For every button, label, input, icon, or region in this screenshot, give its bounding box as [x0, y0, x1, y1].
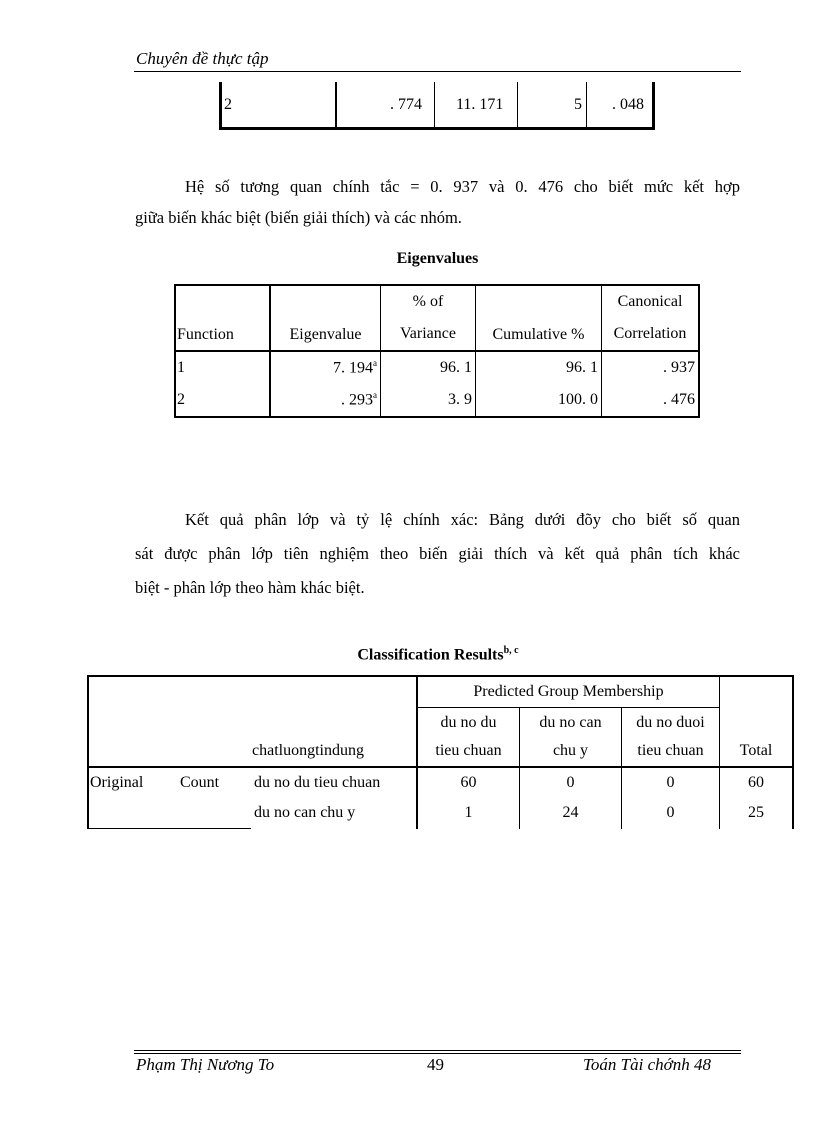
footer-rule: [134, 1050, 741, 1051]
eigenvalue-value: 7. 194: [333, 359, 373, 377]
paragraph-line: giữa biến khác biệt (biến giải thích) và các nhóm.: [135, 208, 462, 227]
footnote-marker: a: [373, 390, 377, 401]
header-canonical-top: Canonical: [602, 285, 700, 318]
row-cumulative: 96. 1: [476, 351, 602, 384]
paragraph-line: sát được phân lớp tiên nghiệm theo biến giải thích và kết quả phân tích khác: [135, 544, 740, 563]
row-stat: [175, 798, 251, 829]
header-col2-bottom: chu y: [552, 742, 589, 759]
table-row: [175, 384, 699, 417]
row-function: 2: [175, 384, 270, 417]
header-variable-cell: [88, 676, 417, 767]
table-row: [88, 798, 793, 829]
eigenvalues-title: Eigenvalues: [396, 250, 479, 267]
header-col1-bottom: tieu chuan: [435, 742, 502, 759]
footer-author: Phạm Thị Nương To: [136, 1055, 275, 1074]
row-v1: 1: [417, 798, 520, 829]
row-total: 60: [720, 767, 794, 798]
row-v2: 24: [520, 798, 622, 829]
header-variance-top: % of: [381, 285, 476, 318]
discriminant-test-table-fragment: [219, 82, 655, 130]
header-function: Function: [175, 285, 270, 351]
header-predicted-group: Predicted Group Membership: [417, 676, 720, 708]
fragment-sig: . 048: [612, 96, 644, 113]
eigenvalues-table: [174, 284, 700, 418]
column-divider: [517, 82, 518, 127]
fragment-function: 2: [224, 96, 232, 113]
table-row: [88, 767, 793, 798]
paragraph-classification-intro: [135, 503, 740, 605]
row-group: Original: [88, 767, 175, 798]
header-variance-bottom: Variance: [381, 318, 476, 351]
row-total: 25: [720, 798, 794, 829]
row-variance: 3. 9: [381, 384, 476, 417]
row-cumulative: 100. 0: [476, 384, 602, 417]
row-function: 1: [175, 351, 270, 384]
header-col1: [417, 708, 520, 768]
classification-results-table: [87, 675, 794, 829]
paragraph-canonical-correlation: [135, 171, 740, 233]
header-col1-top: du no du: [440, 714, 497, 731]
paragraph-line: Kết quả phân lớp và tỷ lệ chính xác: Bảng dưới đõy cho biết số quan: [185, 510, 740, 529]
fragment-wilks-lambda: . 774: [390, 96, 422, 113]
header-col3-bottom: tieu chuan: [637, 742, 704, 759]
footnote-marker: b, c: [503, 645, 519, 656]
row-v1: 60: [417, 767, 520, 798]
classification-results-title: [87, 645, 789, 664]
row-variance: 96. 1: [381, 351, 476, 384]
header-cumulative: Cumulative %: [476, 285, 602, 351]
header-col3-top: du no duoi: [636, 714, 705, 731]
footer-rule: [134, 1053, 741, 1054]
column-divider: [586, 82, 587, 127]
column-divider: [335, 82, 337, 127]
header-total: Total: [720, 676, 794, 767]
paragraph-line: biệt - phân lớp theo hàm khác biệt.: [135, 578, 365, 597]
row-eigenvalue: [270, 384, 381, 417]
row-label: du no du tieu chuan: [251, 767, 417, 798]
header-rule: [134, 71, 741, 72]
header-col3: [622, 708, 720, 768]
footer-page-number: 49: [427, 1055, 444, 1074]
fragment-df: 5: [574, 96, 582, 113]
footer-class: Toán Tài chớnh 48: [583, 1055, 711, 1074]
paragraph-line: Hệ số tương quan chính tắc = 0. 937 và 0. 476 cho biết mức kết hợp: [185, 177, 740, 196]
row-eigenvalue: [270, 351, 381, 384]
page-header-title: Chuyên đề thực tập: [136, 49, 269, 68]
eigenvalue-value: . 293: [341, 391, 373, 409]
fragment-chi-square: 11. 171: [456, 96, 504, 113]
header-canonical-bottom: Correlation: [602, 318, 700, 351]
column-divider: [434, 82, 435, 127]
row-label: du no can chu y: [251, 798, 417, 829]
row-group: [88, 798, 175, 829]
footnote-marker: a: [373, 358, 377, 369]
table-row: [175, 351, 699, 384]
classification-title-text: Classification Results: [357, 646, 504, 664]
row-v3: 0: [622, 767, 720, 798]
row-canonical: . 476: [602, 384, 700, 417]
header-col2-top: du no can: [539, 714, 602, 731]
header-variable: chatluongtindung: [252, 742, 364, 759]
header-col2: [520, 708, 622, 768]
row-canonical: . 937: [602, 351, 700, 384]
row-v3: 0: [622, 798, 720, 829]
row-stat: Count: [180, 774, 220, 791]
row-v2: 0: [520, 767, 622, 798]
header-eigenvalue: Eigenvalue: [270, 285, 381, 351]
